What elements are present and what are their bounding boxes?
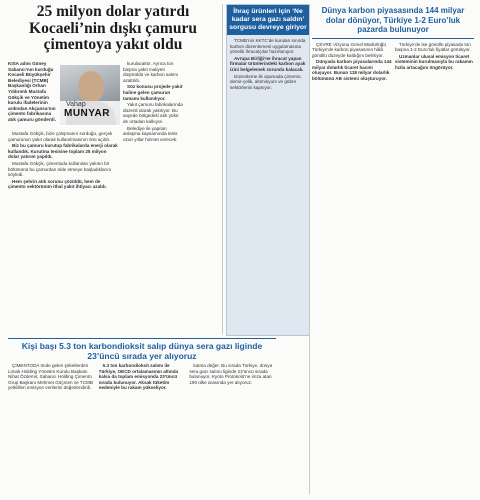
headline-line-2: Kocaeli’nin dışkı çamuru [29, 19, 197, 37]
column-divider [309, 4, 310, 494]
lead-text: KISA adını Güney Sabancı’nın kurduğu Kocaeli Büyükşehir Belediyesi (TCMB) Başkanlığı Orhan Yıldırımlı Mustafa Gökçik ve Yönetim kurulu ifadelerinin ardından Akçansa’nın çimento fabrikasına atık çamuru gönderdi. [8, 61, 56, 122]
right-paragraph: Türkiye’de ise gönüllü piyasada ton başına 1-2 Euro’luk fiyatlar görülüyor. [395, 41, 471, 53]
bottom-article-column-2 [99, 363, 186, 495]
sidebar-box [226, 4, 310, 336]
columnist-byline [60, 101, 120, 127]
main-col2-paragraph: Belediye ile yapılan anlaşma kapsamında tesis uzun yıllar hizmet verecek. [123, 125, 178, 142]
columnist-first-name: Vahap [66, 101, 86, 108]
right-paragraph: Dünyada karbon piyasalarında 144 milyar dolarlık ticaret hacmi oluşuyor. Bunun 118 milyar dolarlık bölümünü AB sistemi oluşturuyor. [312, 59, 392, 82]
bottom-paragraph: 5.3 ton karbondioksit salımı ile Türkiye, OECD ortalamasının altında kalsa da toplam emisyonda 23’üncü sırada bulunuyor. Aksak tüketim nedeniyle bu rakam yükseliyor. [98, 363, 179, 391]
main-col2-paragraph: Söz konusu projede yakıt haline gelen çamurun tamamı kullanılıyor. [123, 84, 183, 101]
main-headline [8, 4, 218, 54]
main-col1-paragraph: Mustafa Gökçik, çimentoda kullanılan yakıtın bir bölümünü bu çamurdan elde etmeye başladıklarını söyledi. [8, 160, 112, 178]
lead-paragraph [8, 61, 58, 131]
right-article-column-1 [312, 42, 392, 492]
bottom-article [8, 363, 276, 495]
bottom-paragraph: katma değer. Bu sırada Türkiye, dünya sera gazı salımı liginde 23’üncü sırada bulunuyor. Kyoto Protokolü’ne imza atan 190 ülke arasında yer alıyoruz. [189, 363, 273, 385]
main-article-column-2 [123, 61, 183, 336]
sidebar-body [227, 35, 309, 321]
main-article-column-3 [186, 61, 221, 336]
bottom-article-column-3 [189, 363, 276, 495]
right-article-column-2 [395, 42, 474, 492]
main-col1-paragraph: Hem şehrin atık sorunu çözüldü, hem de çimento sektörünün ithal yakıt ihtiyacı azaldı. [8, 178, 107, 190]
column-divider [222, 4, 223, 334]
main-article-column-1 [8, 131, 118, 336]
right-paragraph: Uzmanlar ulusal emisyon ticaret sisteminin kurulmasıyla bu rakamın hızla artacağını öngörüyor. [395, 53, 473, 70]
sidebar-paragraph: TCMB’nin KKTC’de kurulan sınırda karbon düzenlemesi uygulamasına yönelik ihracatçılar hazırlanıyor. [230, 38, 306, 55]
bottom-paragraph: ÇİMENTODA önde gelen şirketlerden Limak Holding Yönetim Kurulu Başkanı Nihat Özdemir, Sabancı Holding Çimento Grup Başkanı Mehmet Göçmen ve TCMB yetkilileri emisyon verilerini değerlendirdi. [8, 363, 93, 391]
main-col1-paragraph: Biz bu çamuru kurutup fabrikalarda enerji olarak kullandık. Kurutma tesisine toplam 25 milyon dolar yatırım yapıldı. [8, 143, 118, 160]
sidebar-paragraph: Düzenleme ilk aşamada çimento, demir-çelik, alüminyum ve gübre sektörlerini kapsıyor. [230, 73, 302, 90]
headline-line-3: çimentoya yakıt oldu [43, 36, 183, 53]
main-col1-paragraph: Mustafa Gökçik, bize çalışmanın sorduğu, gerçek çamurunun yakıt olarak kullanılmasının önü açıldı. [8, 131, 113, 142]
sidebar-heading: İhraç ürünleri için ‘Ne kadar sera gazı saldın’ sorgusu devreye giriyor [227, 5, 309, 35]
main-col2-paragraph: Yakıt çamuru fabrikalarında düzenli olarak yakılıyor. Bu sayede bölgedeki atık yükü de ortadan kalkıyor. [123, 102, 183, 124]
right-article-heading: Dünya karbon piyasasında 144 milyar dolar dönüyor, Türkiye 1-2 Euro’luk pazarda bulunuyor [312, 4, 474, 39]
main-col2-paragraph: kurulacaktır. Ayrıca ton başına yakıt maliyeti düşürüldü ve karbon salımı azaltıldı. [123, 61, 179, 83]
headline-line-1: 25 milyon dolar yatırdı [36, 3, 190, 20]
right-paragraph: ÇEVRE Vizyonu Genel Müdürlüğü Türkiye’de karbon piyasasının hâlâ gönüllü düzeyde kaldığını belirtiyor. [312, 41, 386, 58]
bottom-article-column-1 [8, 363, 95, 495]
sidebar-paragraph: Avrupa Birliği’ne ihracat yapan firmalar ürünlerindeki karbon ayak izini belgelemek zorunda kalacak. [230, 55, 306, 72]
right-article [312, 4, 474, 494]
bottom-article-heading: Kişi başı 5.3 ton karbondioksit salıp dünya sera gazı liginde 23’üncü sırada yer alıyoruz [8, 338, 276, 361]
columnist-last-name: MUNYAR [64, 108, 110, 119]
